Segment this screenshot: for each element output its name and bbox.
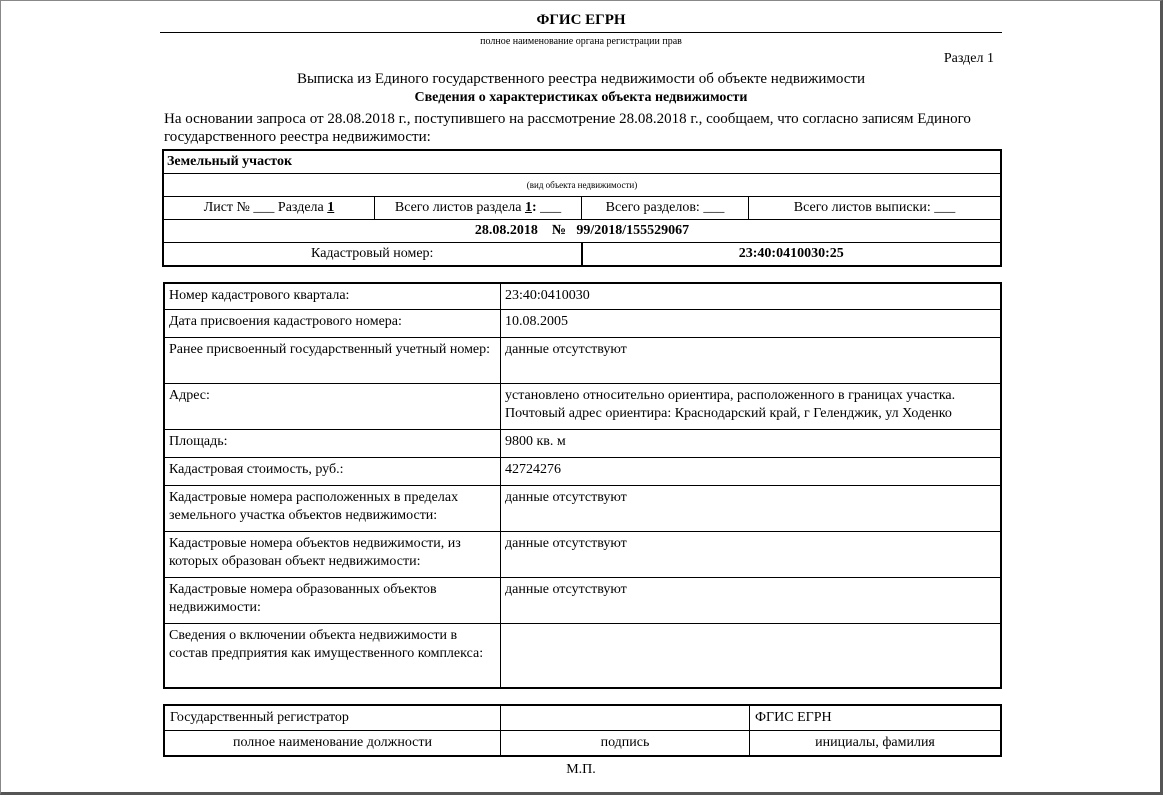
properties-table — [163, 282, 1002, 689]
table-row — [164, 338, 1001, 384]
table-row — [164, 624, 1001, 689]
total-section-sheets-cell: Всего листов раздела 1: ___ — [375, 197, 582, 220]
property-key: Кадастровые номера образованных объектов недвижимости: — [164, 578, 501, 624]
cadastral-number: 23:40:0410030:25 — [582, 243, 1002, 267]
total-section-sheets-label: Всего листов раздела — [394, 200, 522, 215]
section-label: Раздел 1 — [943, 51, 994, 66]
property-key: Кадастровые номера объектов недвижимости, из которых образован объект недвижимости: — [164, 532, 501, 578]
section-of-label: Раздела — [277, 200, 324, 215]
title-underline — [160, 32, 1002, 33]
property-value: 23:40:0410030 — [501, 283, 1002, 310]
table-row — [164, 458, 1001, 486]
document-subheading: Сведения о характеристиках объекта недвижимости — [414, 90, 748, 105]
property-key: Кадастровые номера расположенных в пределах земельного участка объектов недвижимости: — [164, 486, 501, 532]
registrar-name: ФГИС ЕГРН — [750, 705, 1002, 731]
property-key: Адрес: — [164, 384, 501, 430]
caption-position: полное наименование должности — [164, 731, 501, 757]
property-key: Сведения о включении объекта недвижимости в состав предприятия как имущественного комплекса: — [164, 624, 501, 689]
total-sheets-label: Всего листов выписки: — [793, 200, 931, 215]
table-row — [164, 532, 1001, 578]
caption-name: инициалы, фамилия — [750, 731, 1002, 757]
intro-paragraph: На основании запроса от 28.08.2018 г., поступившего на рассмотрение 28.08.2018 г., сообщаем, что согласно записям Единого государственного реестра недвижимости: — [164, 111, 971, 145]
object-type: Земельный участок — [163, 150, 1001, 174]
property-value: 9800 кв. м — [501, 430, 1002, 458]
section-value: 1 — [327, 200, 335, 215]
total-sections-label: Всего разделов: — [605, 200, 700, 215]
extract-date: 28.08.2018 — [474, 223, 538, 238]
total-sections-cell — [582, 197, 749, 220]
date-number-row — [163, 220, 1001, 243]
property-value: данные отсутствуют — [501, 486, 1002, 532]
total-sections-blank: ___ — [703, 200, 725, 215]
property-value — [501, 624, 1002, 689]
property-key: Площадь: — [164, 430, 501, 458]
sheet-label: Лист № — [203, 200, 250, 215]
cadastral-label: Кадастровый номер: — [163, 243, 582, 267]
property-value: 42724276 — [501, 458, 1002, 486]
document-heading: Выписка из Единого государственного реестра недвижимости об объекте недвижимости — [296, 71, 866, 87]
stamp-place: М.П. — [566, 762, 596, 777]
property-key: Дата присвоения кадастрового номера: — [164, 310, 501, 338]
registry-title: ФГИС ЕГРН — [536, 12, 626, 28]
property-key: Номер кадастрового квартала: — [164, 283, 501, 310]
table-row — [164, 283, 1001, 310]
object-header-table — [162, 149, 1002, 267]
registrar-signature — [501, 705, 750, 731]
registry-subtitle: полное наименование органа регистрации прав — [480, 36, 682, 47]
total-section-sheets-blank: ___ — [540, 200, 562, 215]
total-sheets-cell — [749, 197, 1002, 220]
table-row — [164, 384, 1001, 430]
property-value: 10.08.2005 — [501, 310, 1002, 338]
property-value: данные отсутствуют — [501, 578, 1002, 624]
object-type-caption: (вид объекта недвижимости) — [163, 174, 1001, 197]
total-sheets-blank: ___ — [934, 200, 956, 215]
property-key: Кадастровая стоимость, руб.: — [164, 458, 501, 486]
property-key: Ранее присвоенный государственный учетный номер: — [164, 338, 501, 384]
property-value: данные отсутствуют — [501, 338, 1002, 384]
total-section-sheets-value: 1 — [524, 200, 532, 215]
sheet-blank: ___ — [253, 200, 275, 215]
sheet-number-cell — [163, 197, 375, 220]
number-sign: № — [551, 223, 566, 238]
property-value: установлено относительно ориентира, расположенного в границах участка. Почтовый адрес ориентира: Краснодарский край, г Геленджик, ул Ходенко — [501, 384, 1002, 430]
property-value: данные отсутствуют — [501, 532, 1002, 578]
extract-number: 99/2018/155529067 — [576, 223, 690, 238]
table-row — [164, 430, 1001, 458]
registrar-position: Государственный регистратор — [164, 705, 501, 731]
table-row — [164, 486, 1001, 532]
table-row — [164, 310, 1001, 338]
caption-signature: подпись — [501, 731, 750, 757]
signature-table — [163, 704, 1002, 757]
table-row — [164, 578, 1001, 624]
